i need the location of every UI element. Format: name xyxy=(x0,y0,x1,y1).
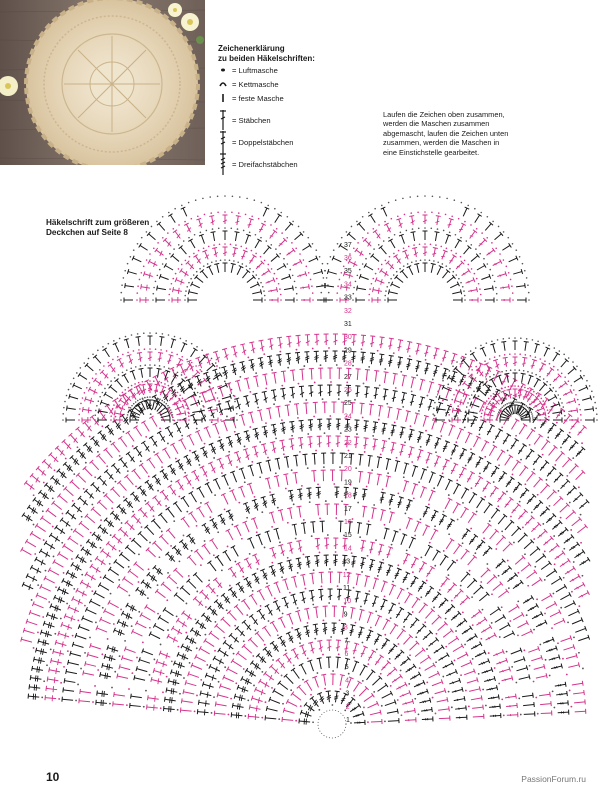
feste-masche-icon xyxy=(218,92,230,104)
round-number: 23 xyxy=(344,426,352,434)
round-number: 34 xyxy=(344,281,352,289)
dreifachstaebchen-icon xyxy=(218,152,230,176)
round-number: 2 xyxy=(345,703,350,711)
round-number: 36 xyxy=(344,255,352,262)
round-number: 9 xyxy=(343,611,348,619)
round-number: 10 xyxy=(343,598,352,606)
crochet-chart xyxy=(0,180,600,765)
round-number: 21 xyxy=(344,453,352,460)
round-number: 25 xyxy=(344,400,352,408)
kettmasche-icon xyxy=(218,78,230,90)
legend-item-dreifachstaebchen: = Dreifachstäbchen xyxy=(218,152,298,176)
round-number: 27 xyxy=(344,373,352,381)
staebchen-icon xyxy=(218,108,230,132)
round-number: 15 xyxy=(344,532,352,540)
crochet-chart-svg xyxy=(0,180,600,760)
round-number: 29 xyxy=(344,347,352,355)
round-number: 37 xyxy=(344,241,352,249)
round-number: 35 xyxy=(344,268,352,276)
round-number: 8 xyxy=(343,624,348,632)
legend-item-staebchen: = Stäbchen xyxy=(218,108,271,132)
round-number: 7 xyxy=(344,637,349,645)
note-text: Laufen die Zeichen oben zusammen, werden die Maschen zusammen abgemascht, laufen die Zeichen unten zusammen, werden die Maschen in eine Einstichstelle gearbeitet. xyxy=(383,110,509,157)
caption-line2: Deckchen auf Seite 8 xyxy=(46,228,128,237)
legend xyxy=(218,44,378,169)
round-number: 17 xyxy=(344,505,352,513)
round-number: 6 xyxy=(344,651,349,658)
legend-item-feste-masche: = feste Masche xyxy=(218,92,284,104)
round-number: 19 xyxy=(344,479,352,487)
round-number: 1 xyxy=(346,717,350,724)
round-number: 4 xyxy=(345,677,350,685)
watermark: PassionForum.ru xyxy=(521,774,586,784)
doppelstaebchen-icon xyxy=(218,130,230,154)
caption-line1: Häkelschrift zum größeren xyxy=(46,218,150,227)
round-number: 33 xyxy=(344,294,352,302)
round-number: 13 xyxy=(342,558,351,566)
legend-item-kettmasche: = Kettmasche xyxy=(218,78,279,90)
luftmasche-icon xyxy=(218,64,230,76)
round-number: 3 xyxy=(345,690,350,698)
legend-title-line2: zu beiden Häkelschriften: xyxy=(218,54,315,63)
round-number: 20 xyxy=(344,466,352,474)
round-number: 18 xyxy=(344,492,352,500)
round-number: 11 xyxy=(343,585,351,592)
round-number: 5 xyxy=(344,664,349,672)
round-number: 22 xyxy=(344,439,352,447)
round-number: 32 xyxy=(344,307,352,315)
round-number: 26 xyxy=(344,387,352,394)
round-number: 28 xyxy=(344,360,352,368)
legend-title-line1: Zeichenerklärung xyxy=(218,44,285,53)
round-number: 24 xyxy=(344,413,352,421)
round-number: 16 xyxy=(344,519,352,526)
round-number: 14 xyxy=(344,545,352,553)
round-number: 30 xyxy=(344,334,352,342)
round-number: 12 xyxy=(342,571,351,579)
doily-photo xyxy=(0,0,205,165)
legend-item-doppelstaebchen: = Doppelstäbchen xyxy=(218,130,293,154)
legend-item-luftmasche: = Luftmasche xyxy=(218,64,278,76)
page-number: 10 xyxy=(46,770,60,784)
round-number: 31 xyxy=(344,321,352,328)
